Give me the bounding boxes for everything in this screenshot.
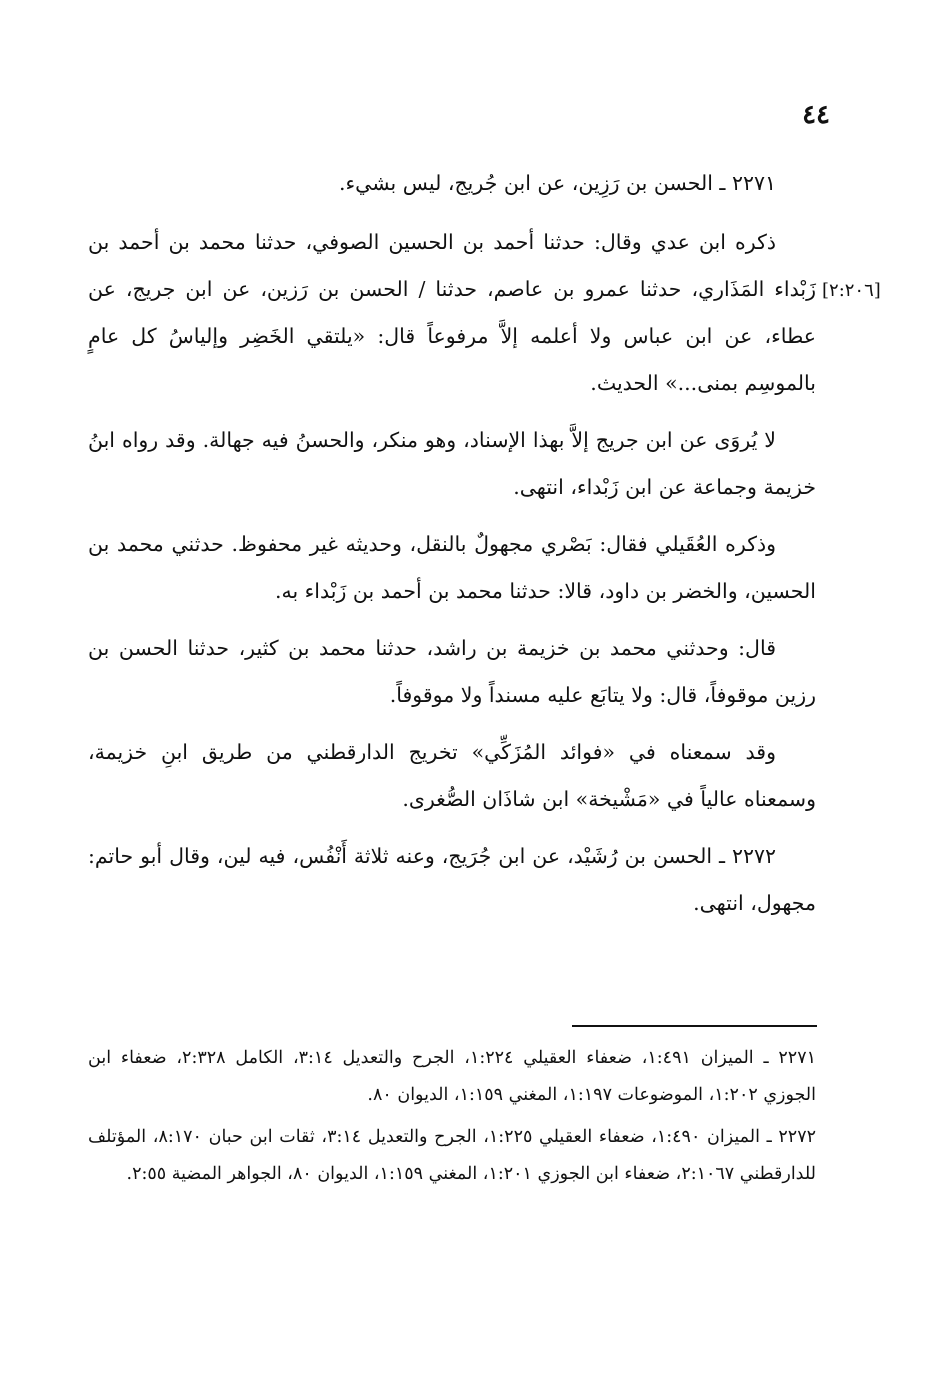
paragraph-mawquf: قال: وحدثني محمد بن خزيمة بن راشد، حدثنا محمد بن كثير، حدثنا الحسن بن رزين موقوفاً، قال: ولا يتابَع عليه مسنداً ولا موقوفاً. — [88, 636, 816, 707]
footnotes — [88, 1040, 816, 1198]
footnote-2271: ٢٢٧١ ـ الميزان ١:٤٩١، ضعفاء العقيلي ١:٢٢٤، الجرح والتعديل ٣:١٤، الكامل ٢:٣٢٨، ضعفاء ابن الجوزي ١:٢٠٢، الموضوعات ١:١٩٧، المغني ١:١٥٩، الديوان ٨٠. — [88, 1048, 817, 1105]
footnote-separator — [572, 1025, 817, 1027]
paragraph-samina: وقد سمعناه في «فوائد المُزَكِّي» تخريج الدارقطني من طريق ابنِ خزيمة، وسمعناه عالياً في «مَشْيخة» ابن شاذَان الصُّغرى. — [88, 740, 816, 811]
paragraph-uqayli: وذكره العُقَيلي فقال: بَصْري مجهولٌ بالنقل، وحديثه غير محفوظ. حدثني محمد بن الحسين، والخضر بن داود، قالا: حدثنا محمد بن أحمد بن زَبْداء به. — [88, 532, 816, 603]
entry-2272: ٢٢٧٢ ـ الحسن بن رُشَيْد، عن ابن جُرَيج، وعنه ثلاثة أَنْفُس، فيه لين، وقال أبو حاتم: مجهول، انتهى. — [88, 844, 816, 915]
paragraph-evaluation: لا يُروَى عن ابن جريج إلاَّ بهذا الإسناد، وهو منكر، والحسنُ فيه جهالة. وقد رواه ابنُ خزيمة وجماعة عن ابن زَبْداء، انتهى. — [88, 428, 816, 499]
entry-2271: ٢٢٧١ ـ الحسن بن رَزِين، عن ابن جُريج، ليس بشيء. — [339, 171, 776, 195]
margin-reference: [٢:٢٠٦] — [822, 280, 881, 301]
main-text — [88, 160, 816, 937]
paragraph-ibn-adi: ذكره ابن عدي وقال: حدثنا أحمد بن الحسين الصوفي، حدثنا محمد بن أحمد بن زَبْداء المَذَاري، حدثنا عمرو بن عاصم، حدثنا / الحسن بن رَزين، عن ابن جريج، عن عطاء، عن ابن عباس ولا أعلمه إلاَّ مرفوعاً قال: «يلتقي الخَضِر وإلياسُ كل عامٍ بالموسِم بمنى...» الحديث. — [88, 230, 816, 395]
footnote-2272: ٢٢٧٢ ـ الميزان ١:٤٩٠، ضعفاء العقيلي ١:٢٢٥، الجرح والتعديل ٣:١٤، ثقات ابن حبان ٨:١٧٠، المؤتلف للدارقطني ٢:١٠٦٧، ضعفاء ابن الجوزي ١:٢٠١، المغني ١:١٥٩، الديوان ٨٠، الجواهر المضية ٢:٥٥. — [88, 1127, 817, 1184]
page-number: ٤٤ — [802, 100, 830, 130]
